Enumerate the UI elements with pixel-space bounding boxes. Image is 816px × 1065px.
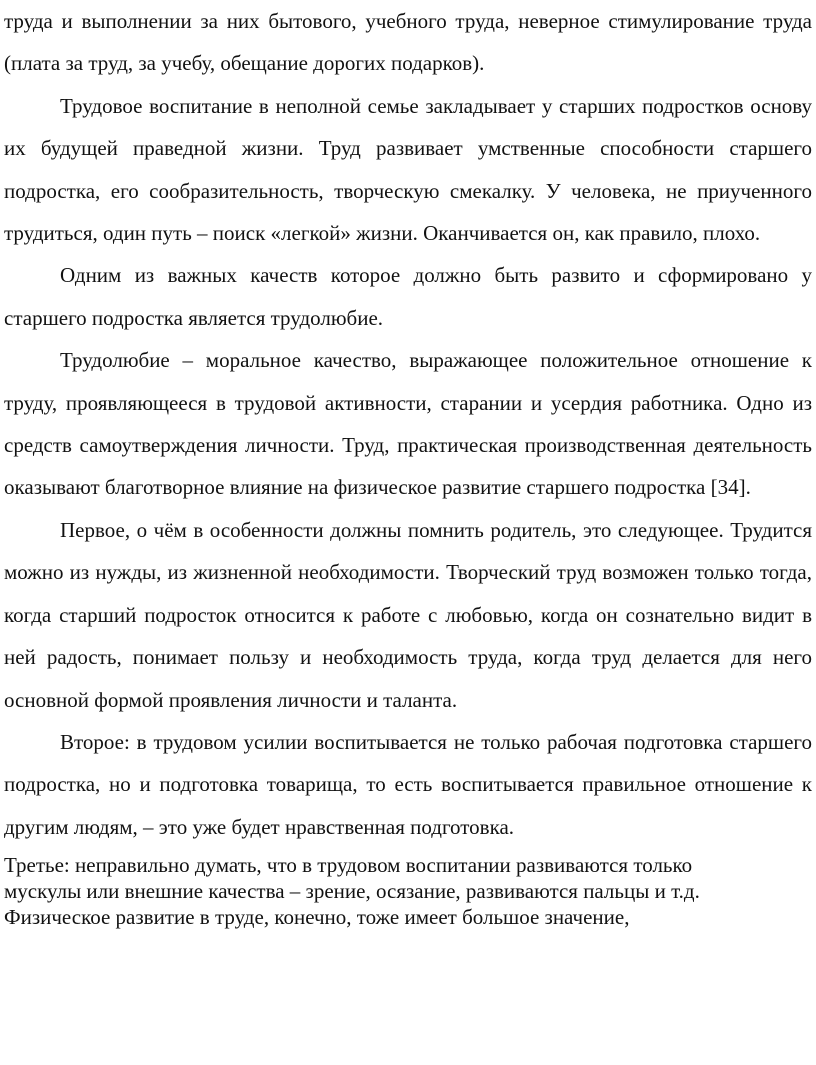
paragraph-labor-upbringing: Трудовое воспитание в неполной семье закладывает у старших подростков основу их будущей праведной жизни. Труд развивает умственные способности старшего подростка, его сообразительность, творческую смекалку. У человека, не приученного трудиться, один путь – поиск «легкой» жизни. Оканчивается он, как правило, плохо. xyxy=(4,93,812,246)
paragraph-third-point xyxy=(4,852,812,930)
paragraph-diligence-quality: Одним из важных качеств которое должно быть развито и сформировано у старшего подростка является трудолюбие. xyxy=(4,263,812,330)
paragraph-diligence-definition: Трудолюбие – моральное качество, выражающее положительное отношение к труду, проявляющееся в трудовой активности, старании и усердия работника. Одно из средств самоутверждения личности. Труд, практическая производственная деятельность оказывают благотворное влияние на физическое развитие старшего подростка [34]. xyxy=(4,348,812,500)
text-line: мускулы или внешние качества – зрение, осязание, развиваются пальцы и т.д. xyxy=(4,879,700,904)
paragraph-second-point: Второе: в трудовом усилии воспитывается не только рабочая подготовка старшего подростка, но и подготовка товарища, то есть воспитывается правильное отношение к другим людям, – это уже будет нравственная подготовка. xyxy=(4,729,812,839)
text-line: Физическое развитие в труде, конечно, тоже имеет большое значение, xyxy=(4,905,630,930)
paragraph-first-point: Первое, о чём в особенности должны помнить родитель, это следующее. Трудится можно из нужды, из жизненной необходимости. Творческий труд возможен только тогда, когда старший подросток относится к работе с любовью, когда он сознательно видит в ней радость, понимает пользу и необходимость труда, когда труд делается для него основной формой проявления личности и таланта. xyxy=(4,517,812,712)
text-line: Третье: неправильно думать, что в трудовом воспитании развиваются только xyxy=(4,853,693,878)
document-body xyxy=(4,0,812,848)
paragraph-continuation: труда и выполнении за них бытового, учебного труда, неверное стимулирование труда (плата за труд, за учебу, обещание дорогих подарков). xyxy=(4,9,812,76)
